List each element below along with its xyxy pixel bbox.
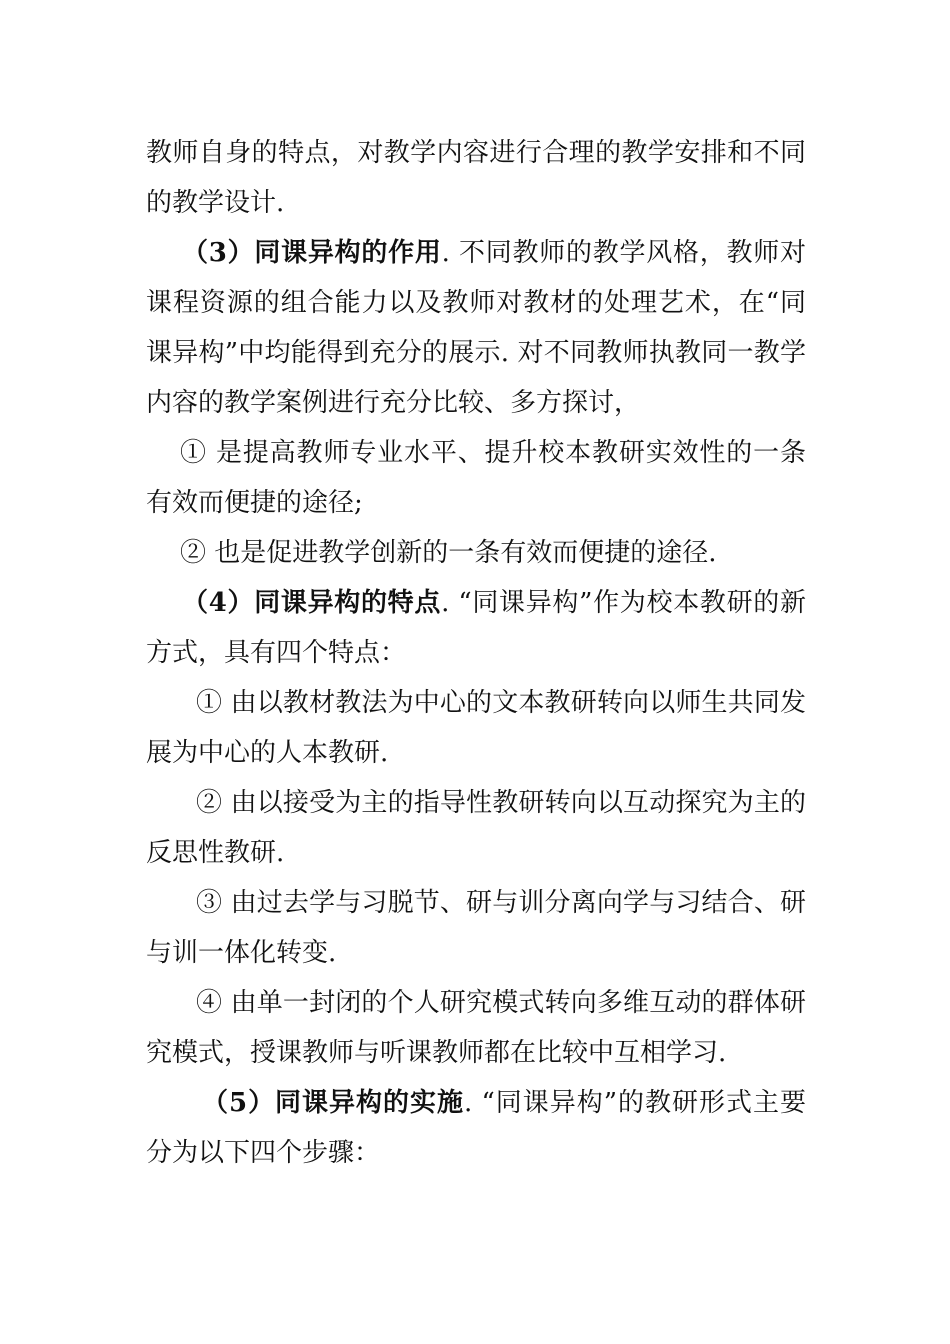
list-item <box>146 778 806 878</box>
list-item-text: ② 由以接受为主的指导性教研转向以互动探究为主的反思性教研. <box>146 788 806 868</box>
paragraph-text: . “同课异构”作为校本教研的新方式，具有四个特点： <box>146 588 806 668</box>
section-heading: （4）同课异构的特点 <box>182 588 442 618</box>
paragraph-section-4 <box>146 578 806 678</box>
list-item-text: ① 由以教材教法为中心的文本教研转向以师生共同发展为中心的人本教研. <box>146 688 806 768</box>
paragraph-text: . “同课异构”的教研形式主要分为以下四个步骤： <box>146 1088 806 1168</box>
paragraph-intro <box>146 128 806 228</box>
paragraph-section-3 <box>146 228 806 428</box>
document-body <box>146 128 806 1178</box>
list-item-text: ③ 由过去学与习脱节、研与训分离向学与习结合、研与训一体化转变. <box>146 888 806 968</box>
list-item <box>146 678 806 778</box>
paragraph-text: 教师自身的特点，对教学内容进行合理的教学安排和不同的教学设计. <box>146 138 806 218</box>
list-item <box>146 428 806 528</box>
list-item-text: ④ 由单一封闭的个人研究模式转向多维互动的群体研究模式，授课教师与听课教师都在比较中互相学习. <box>146 988 806 1068</box>
paragraph-section-5 <box>146 1078 806 1178</box>
list-item-text: ① 是提高教师专业水平、提升校本教研实效性的一条有效而便捷的途径; <box>146 438 806 518</box>
paragraph-text: . 不同教师的教学风格，教师对课程资源的组合能力以及教师对教材的处理艺术，在“同课异构”中均能得到充分的展示. 对不同教师执教同一教学内容的教学案例进行充分比较、多方探讨， <box>146 238 807 418</box>
list-item <box>146 878 806 978</box>
list-item <box>146 528 806 578</box>
section-heading: （3）同课异构的作用 <box>182 238 442 268</box>
list-item <box>146 978 806 1078</box>
list-item-text: ② 也是促进教学创新的一条有效而便捷的途径. <box>180 538 717 568</box>
section-heading: （5）同课异构的实施 <box>202 1088 464 1118</box>
